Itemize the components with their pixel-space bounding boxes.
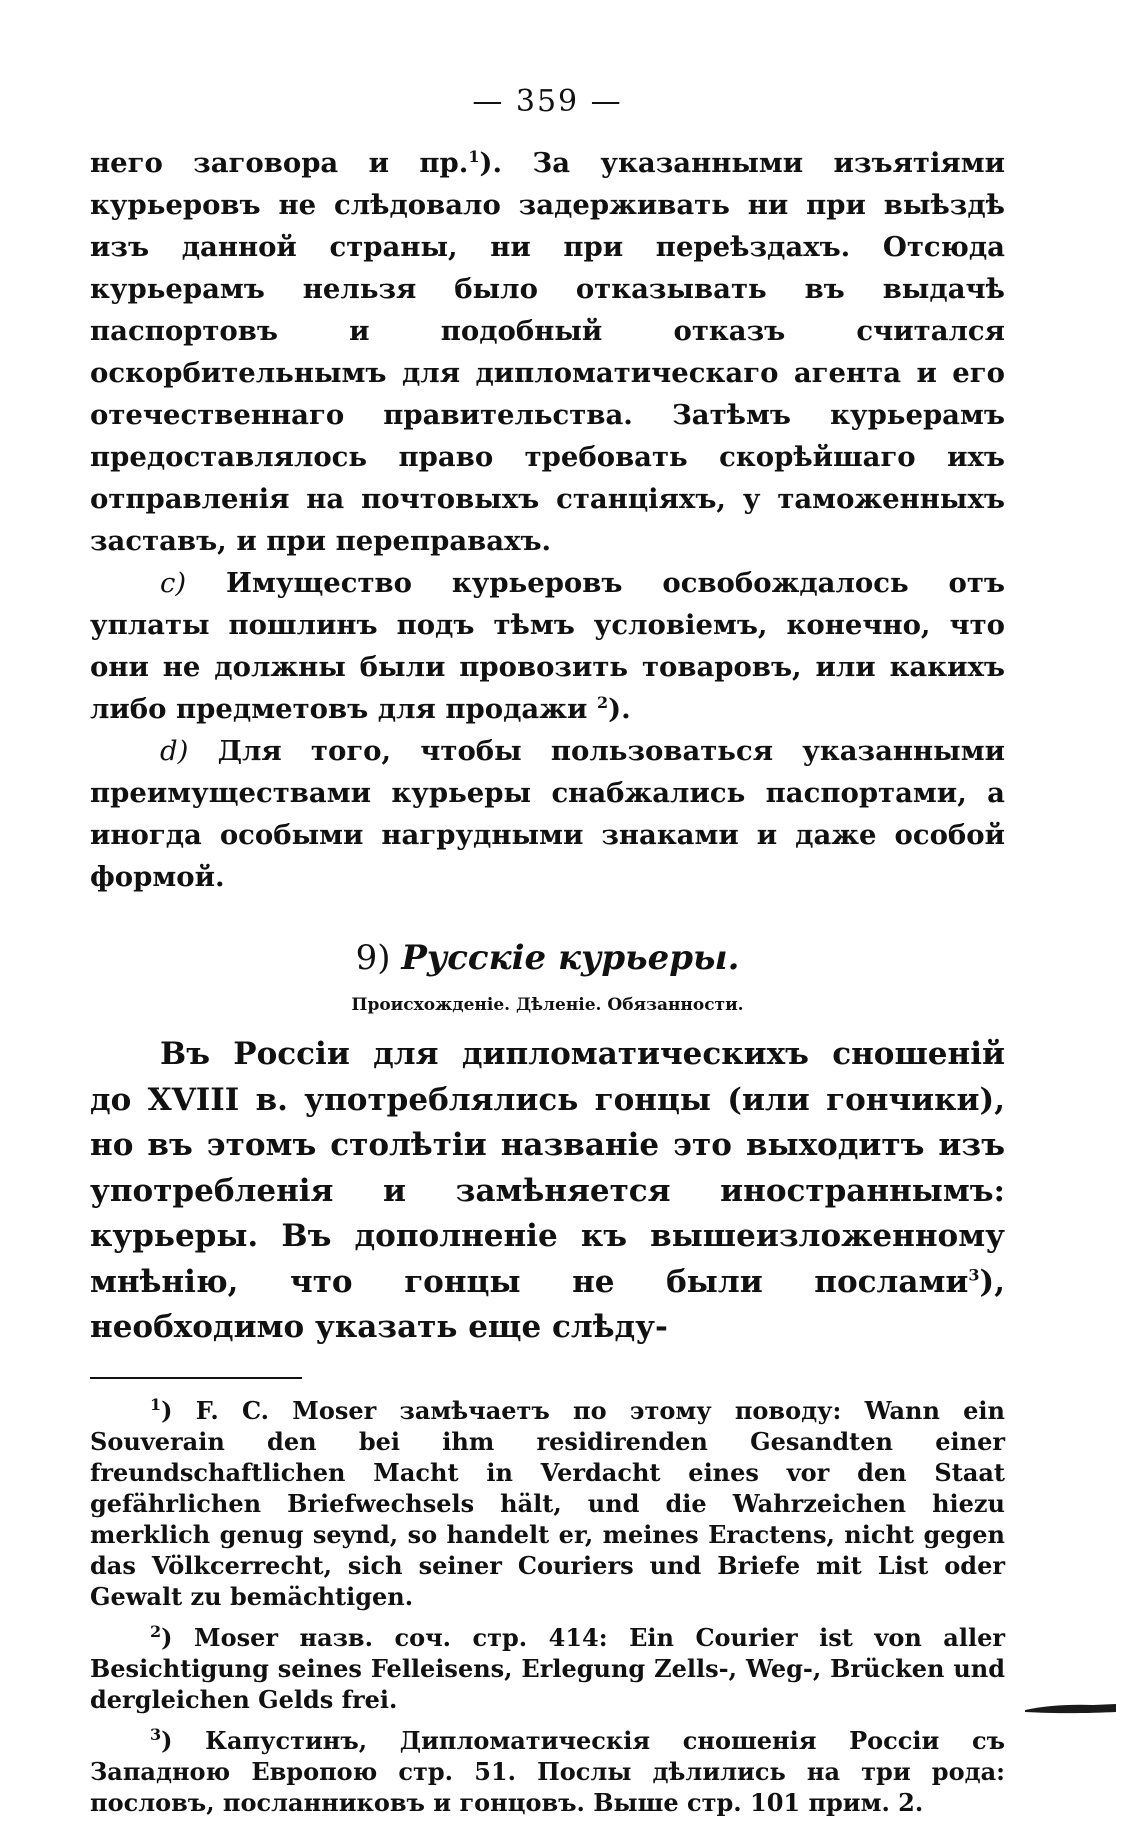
paragraph-continuation: [90, 142, 1005, 562]
footnote-text: ) Moser назв. соч. стр. 414: Ein Courier ist von aller Besichtigung seines Felleisens, Erlegung Zells-, Weg-, Brücken und dergleichen Gelds frei.: [90, 1622, 1005, 1714]
section-heading: [90, 936, 1005, 980]
item-letter: с): [160, 567, 187, 599]
footnote: [90, 1725, 1005, 1818]
footnotes: [90, 1395, 1005, 1818]
body-text: [90, 142, 1005, 898]
section-subtitle: Происхожденіе. Дѣленіе. Обязанности.: [351, 995, 744, 1015]
page-number: — 359 —: [472, 84, 623, 119]
footnote-text: ) Капустинъ, Дипломатическія сношенія Россіи съ Западною Европою стр. 51. Послы дѣлились на три рода: пословъ, посланниковъ и гонцовъ. Выше стр. 101 прим. 2.: [90, 1725, 1005, 1817]
paragraph-text: Въ Россіи для дипломатическихъ сношеній до XVIII в. употреблялись гонцы (или гончики), но въ этомъ столѣтіи названіе это выходитъ изъ употребленія и замѣняется иностраннымъ: курьеры. Въ дополненіе къ вышеизложенному мнѣнію, что гонцы не были послами: [90, 1036, 1005, 1300]
footnote: [90, 1622, 1005, 1715]
paragraph-text: ), необходимо указать еще слѣду-: [90, 1263, 1005, 1345]
footnote-ref: 1: [468, 146, 480, 166]
footnote-divider: [90, 1377, 302, 1379]
footnote-marker: 3: [150, 1724, 162, 1744]
footnote: [90, 1395, 1005, 1612]
footnote-ref: 2: [596, 692, 609, 712]
footnote-text: ) F. C. Moser замѣчаетъ по этому поводу: Wann ein Souverain den bei ihm residirenden Gesandten einer freundschaftlichen Macht in Verdacht eines vor den Staat gefährlichen Briefwechsels hält, und die Wahrzeichen hiezu merklich genug seynd, so handelt er, meines Eractens, nicht gegen das Völkcerrecht, sich seiner Couriers und Briefe mit List oder Gewalt zu bemächtigen.: [90, 1395, 1005, 1611]
paragraph-text: него заговора и пр.: [90, 147, 469, 179]
paragraph-text: Имущество курьеровъ освобождалось отъ уплаты пошлинъ подъ тѣмъ условіемъ, конечно, что они не должны были провозить товаровъ, или какихъ либо предметовъ для продажи: [90, 567, 1005, 725]
paragraph-text: Для того, чтобы пользоваться указанными преимуществами курьеры снабжались паспортами, а иногда особыми нагрудными знаками и даже особой формой.: [90, 735, 1006, 893]
section-body: [90, 1032, 1005, 1351]
section-title: Русскіе курьеры.: [401, 938, 740, 978]
paragraph-item-c: [90, 562, 1005, 730]
footnote-ref: 3: [968, 1265, 980, 1285]
page: [90, 82, 1005, 1828]
section-paragraph: [90, 1032, 1005, 1351]
ink-smudge-decoration: [1023, 1698, 1118, 1716]
footnote-marker: 2: [150, 1621, 162, 1641]
paragraph-text: ). За указанными изъятіями курьеровъ не слѣдовало задерживать ни при выѣздѣ изъ данной страны, ни при переѣздахъ. Отсюда курьерамъ нельзя было отказывать въ выдачѣ паспортовъ и подобный отказъ считался оскорбительнымъ для дипломатическаго агента и его отечественнаго правительства. Затѣмъ курьерамъ предоставлялось право требовать скорѣйшаго ихъ отправленія на почтовыхъ станціяхъ, у таможенныхъ заставъ, и при переправахъ.: [90, 147, 1005, 557]
footnote-marker: 1: [150, 1394, 162, 1414]
paragraph-item-d: [90, 730, 1005, 898]
item-letter: d): [160, 735, 189, 767]
section-number: 9): [355, 938, 391, 978]
paragraph-text: ).: [608, 693, 631, 725]
